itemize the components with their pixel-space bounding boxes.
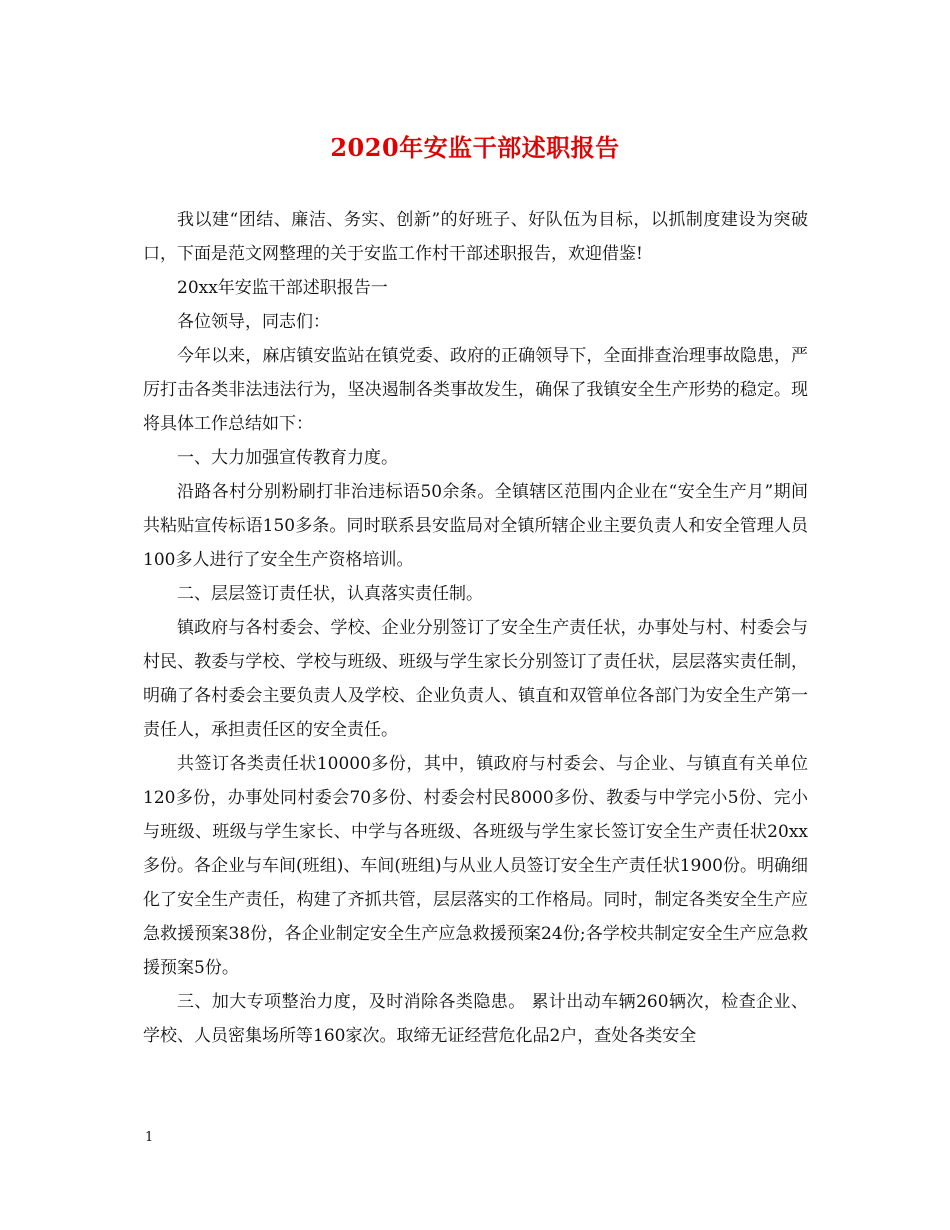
section-heading-2: 二、层层签订责任状，认真落实责任制。 — [177, 584, 483, 604]
paragraph-overview: 今年以来，麻店镇安监站在镇党委、政府的正确领导下，全面排查治理事故隐患，严厉打击各类非法违法行为，坚决遏制各类事故发生，确保了我镇安全生产形势的稳定。现将具体工作总结如下： — [143, 346, 808, 434]
paragraph-section-2b: 共签订各类责任状10000多份，其中，镇政府与村委会、与企业、与镇直有关单位120多份，办事处同村委会70多份、村委会村民8000多份、教委与中学完小5份、完小与班级、班级与学生家长、中学与各班级、各班级与学生家长签订安全生产责任状20xx多份。各企业与车间(班组)、车间(班组)与从业人员签订安全生产责任状1900份。明确细化了安全生产责任，构建了齐抓共管，层层落实的工作格局。同时，制定各类安全生产应急救援预案38份，各企业制定安全生产应急救援预案24份;各学校共制定安全生产应急救援预案5份。 — [143, 754, 808, 978]
page-number: 1 — [145, 1130, 154, 1145]
section-heading-1: 一、大力加强宣传教育力度。 — [177, 448, 398, 468]
paragraph-intro: 我以建“团结、廉洁、务实、创新”的好班子、好队伍为目标，以抓制度建设为突破口，下面是范文网整理的关于安监工作村干部述职报告，欢迎借鉴! — [143, 210, 808, 264]
paragraph-salutation: 各位领导，同志们： — [177, 312, 330, 332]
document-body — [143, 203, 808, 1053]
paragraph-subtitle: 20xx年安监干部述职报告一 — [177, 278, 388, 298]
paragraph-section-3: 三、加大专项整治力度，及时消除各类隐患。 累计出动车辆260辆次，检查企业、学校、人员密集场所等160家次。取缔无证经营危化品2户，查处各类安全 — [143, 992, 808, 1046]
paragraph-section-1: 沿路各村分别粉刷打非治违标语50余条。全镇辖区范围内企业在“安全生产月”期间共粘贴宣传标语150多条。同时联系县安监局对全镇所辖企业主要负责人和安全管理人员100多人进行了安全生产资格培训。 — [143, 482, 808, 570]
document-title: 2020年安监干部述职报告 — [330, 133, 620, 162]
paragraph-section-2a: 镇政府与各村委会、学校、企业分别签订了安全生产责任状，办事处与村、村委会与村民、教委与学校、学校与班级、班级与学生家长分别签订了责任状，层层落实责任制，明确了各村委会主要负责人及学校、企业负责人、镇直和双管单位各部门为安全生产第一责任人，承担责任区的安全责任。 — [143, 618, 808, 740]
